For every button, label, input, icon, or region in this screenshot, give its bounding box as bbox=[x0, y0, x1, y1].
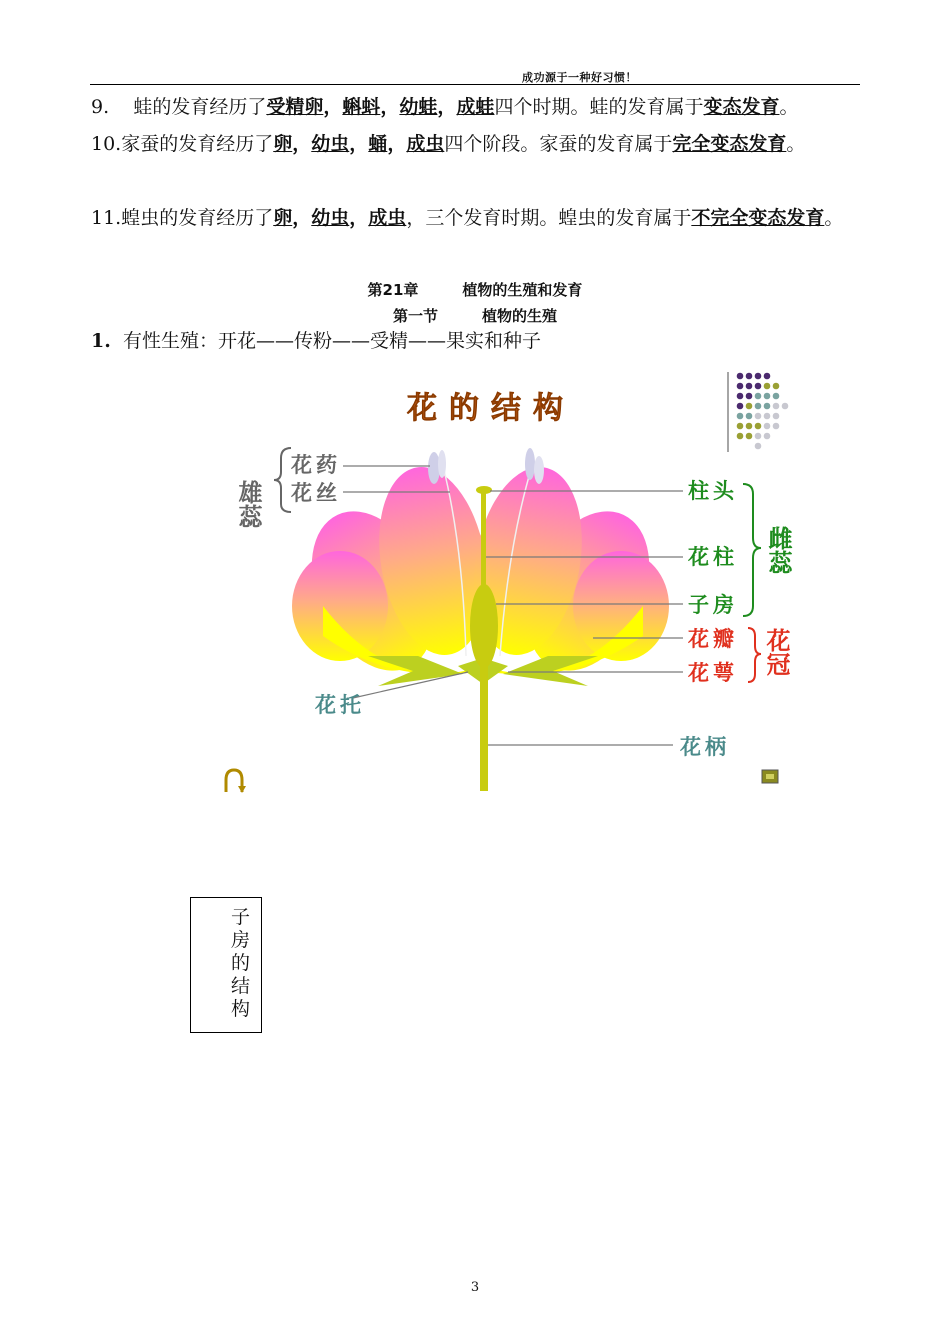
label-stigma: 柱头 bbox=[688, 479, 738, 503]
flower-structure-diagram bbox=[218, 366, 798, 796]
separator: ， bbox=[380, 96, 400, 118]
section-number: 第一节 bbox=[392, 307, 438, 325]
item-text: ，三个发育时期。蝗虫的发育属于 bbox=[406, 207, 692, 229]
perianth-group-label: 花冠 bbox=[762, 628, 790, 676]
item-9 bbox=[91, 88, 863, 126]
key-term: 幼虫 bbox=[311, 207, 350, 229]
key-term: 成蛙 bbox=[456, 96, 495, 118]
key-term: 蛹 bbox=[368, 133, 388, 155]
item-number: 9. bbox=[91, 96, 110, 118]
item-text: 。 bbox=[786, 133, 806, 155]
point-1 bbox=[91, 326, 541, 353]
chapter-title bbox=[0, 279, 950, 300]
key-term: 蝌蚪 bbox=[342, 96, 381, 118]
key-term: 不完全变态发育 bbox=[691, 207, 825, 229]
separator: ， bbox=[349, 133, 369, 155]
item-text: 。 bbox=[779, 96, 799, 118]
label-receptacle: 花托 bbox=[315, 693, 365, 717]
label-petal: 花瓣 bbox=[688, 627, 738, 651]
stamen-group-label: 雄蕊 bbox=[234, 480, 262, 528]
item-text: 四个阶段。家蚕的发育属于 bbox=[444, 133, 673, 155]
label-sepal: 花萼 bbox=[688, 661, 738, 685]
item-text: 蛙的发育经历了 bbox=[133, 96, 267, 118]
pistil-bracket bbox=[743, 484, 761, 616]
perianth-bracket bbox=[748, 628, 761, 682]
key-term: 幼蛙 bbox=[399, 96, 438, 118]
point-text: 有性生殖：开花——传粉——受精——果实和种子 bbox=[122, 330, 541, 352]
separator: ， bbox=[323, 96, 343, 118]
item-number: 10. bbox=[91, 133, 122, 155]
key-term: 卵 bbox=[273, 207, 293, 229]
label-ovary: 子房 bbox=[688, 593, 738, 617]
chapter-name: 植物的生殖和发育 bbox=[462, 281, 583, 299]
return-arrow-icon[interactable] bbox=[226, 770, 246, 793]
separator: ， bbox=[349, 207, 369, 229]
item-text: 蝗虫的发育经历了 bbox=[121, 207, 274, 229]
key-term: 卵 bbox=[273, 133, 293, 155]
ovary-structure-text: 子房的结构 bbox=[231, 906, 251, 1020]
pistil-group-label: 雌蕊 bbox=[764, 526, 792, 574]
point-number: 1. bbox=[91, 330, 111, 352]
item-10 bbox=[91, 125, 863, 163]
anther-left-2 bbox=[438, 450, 446, 478]
key-term: 幼虫 bbox=[311, 133, 350, 155]
label-anther: 花药 bbox=[291, 453, 341, 477]
ovary-structure-box bbox=[190, 897, 262, 1033]
dot-grid-decoration bbox=[728, 372, 788, 452]
page-number: 3 bbox=[470, 1280, 480, 1295]
key-term: 完全变态发育 bbox=[672, 133, 787, 155]
item-11 bbox=[91, 199, 863, 237]
section-title bbox=[0, 305, 950, 326]
label-style: 花柱 bbox=[688, 545, 738, 569]
separator: ， bbox=[292, 133, 312, 155]
item-text: 四个时期。蛙的发育属于 bbox=[494, 96, 704, 118]
anther-right bbox=[525, 448, 535, 480]
item-text: 。 bbox=[824, 207, 844, 229]
anther-right-2 bbox=[534, 456, 544, 484]
item-number: 11. bbox=[91, 207, 122, 229]
chapter-number: 第21章 bbox=[367, 281, 419, 299]
label-filament: 花丝 bbox=[291, 481, 341, 505]
diagram-title: 花的结构 bbox=[407, 391, 575, 426]
key-term: 成虫 bbox=[406, 133, 445, 155]
header-motto: 成功源于一种好习惯！ bbox=[522, 71, 637, 84]
label-pedicel: 花柄 bbox=[680, 735, 730, 759]
end-show-icon[interactable] bbox=[762, 770, 778, 783]
key-term: 受精卵 bbox=[266, 96, 324, 118]
section-name: 植物的生殖 bbox=[482, 307, 558, 325]
stamen-bracket bbox=[274, 448, 291, 512]
key-term: 成虫 bbox=[368, 207, 407, 229]
separator: ， bbox=[387, 133, 407, 155]
item-text: 家蚕的发育经历了 bbox=[121, 133, 274, 155]
separator: ， bbox=[292, 207, 312, 229]
key-term: 变态发育 bbox=[703, 96, 780, 118]
header-rule bbox=[90, 84, 860, 85]
separator: ， bbox=[437, 96, 457, 118]
